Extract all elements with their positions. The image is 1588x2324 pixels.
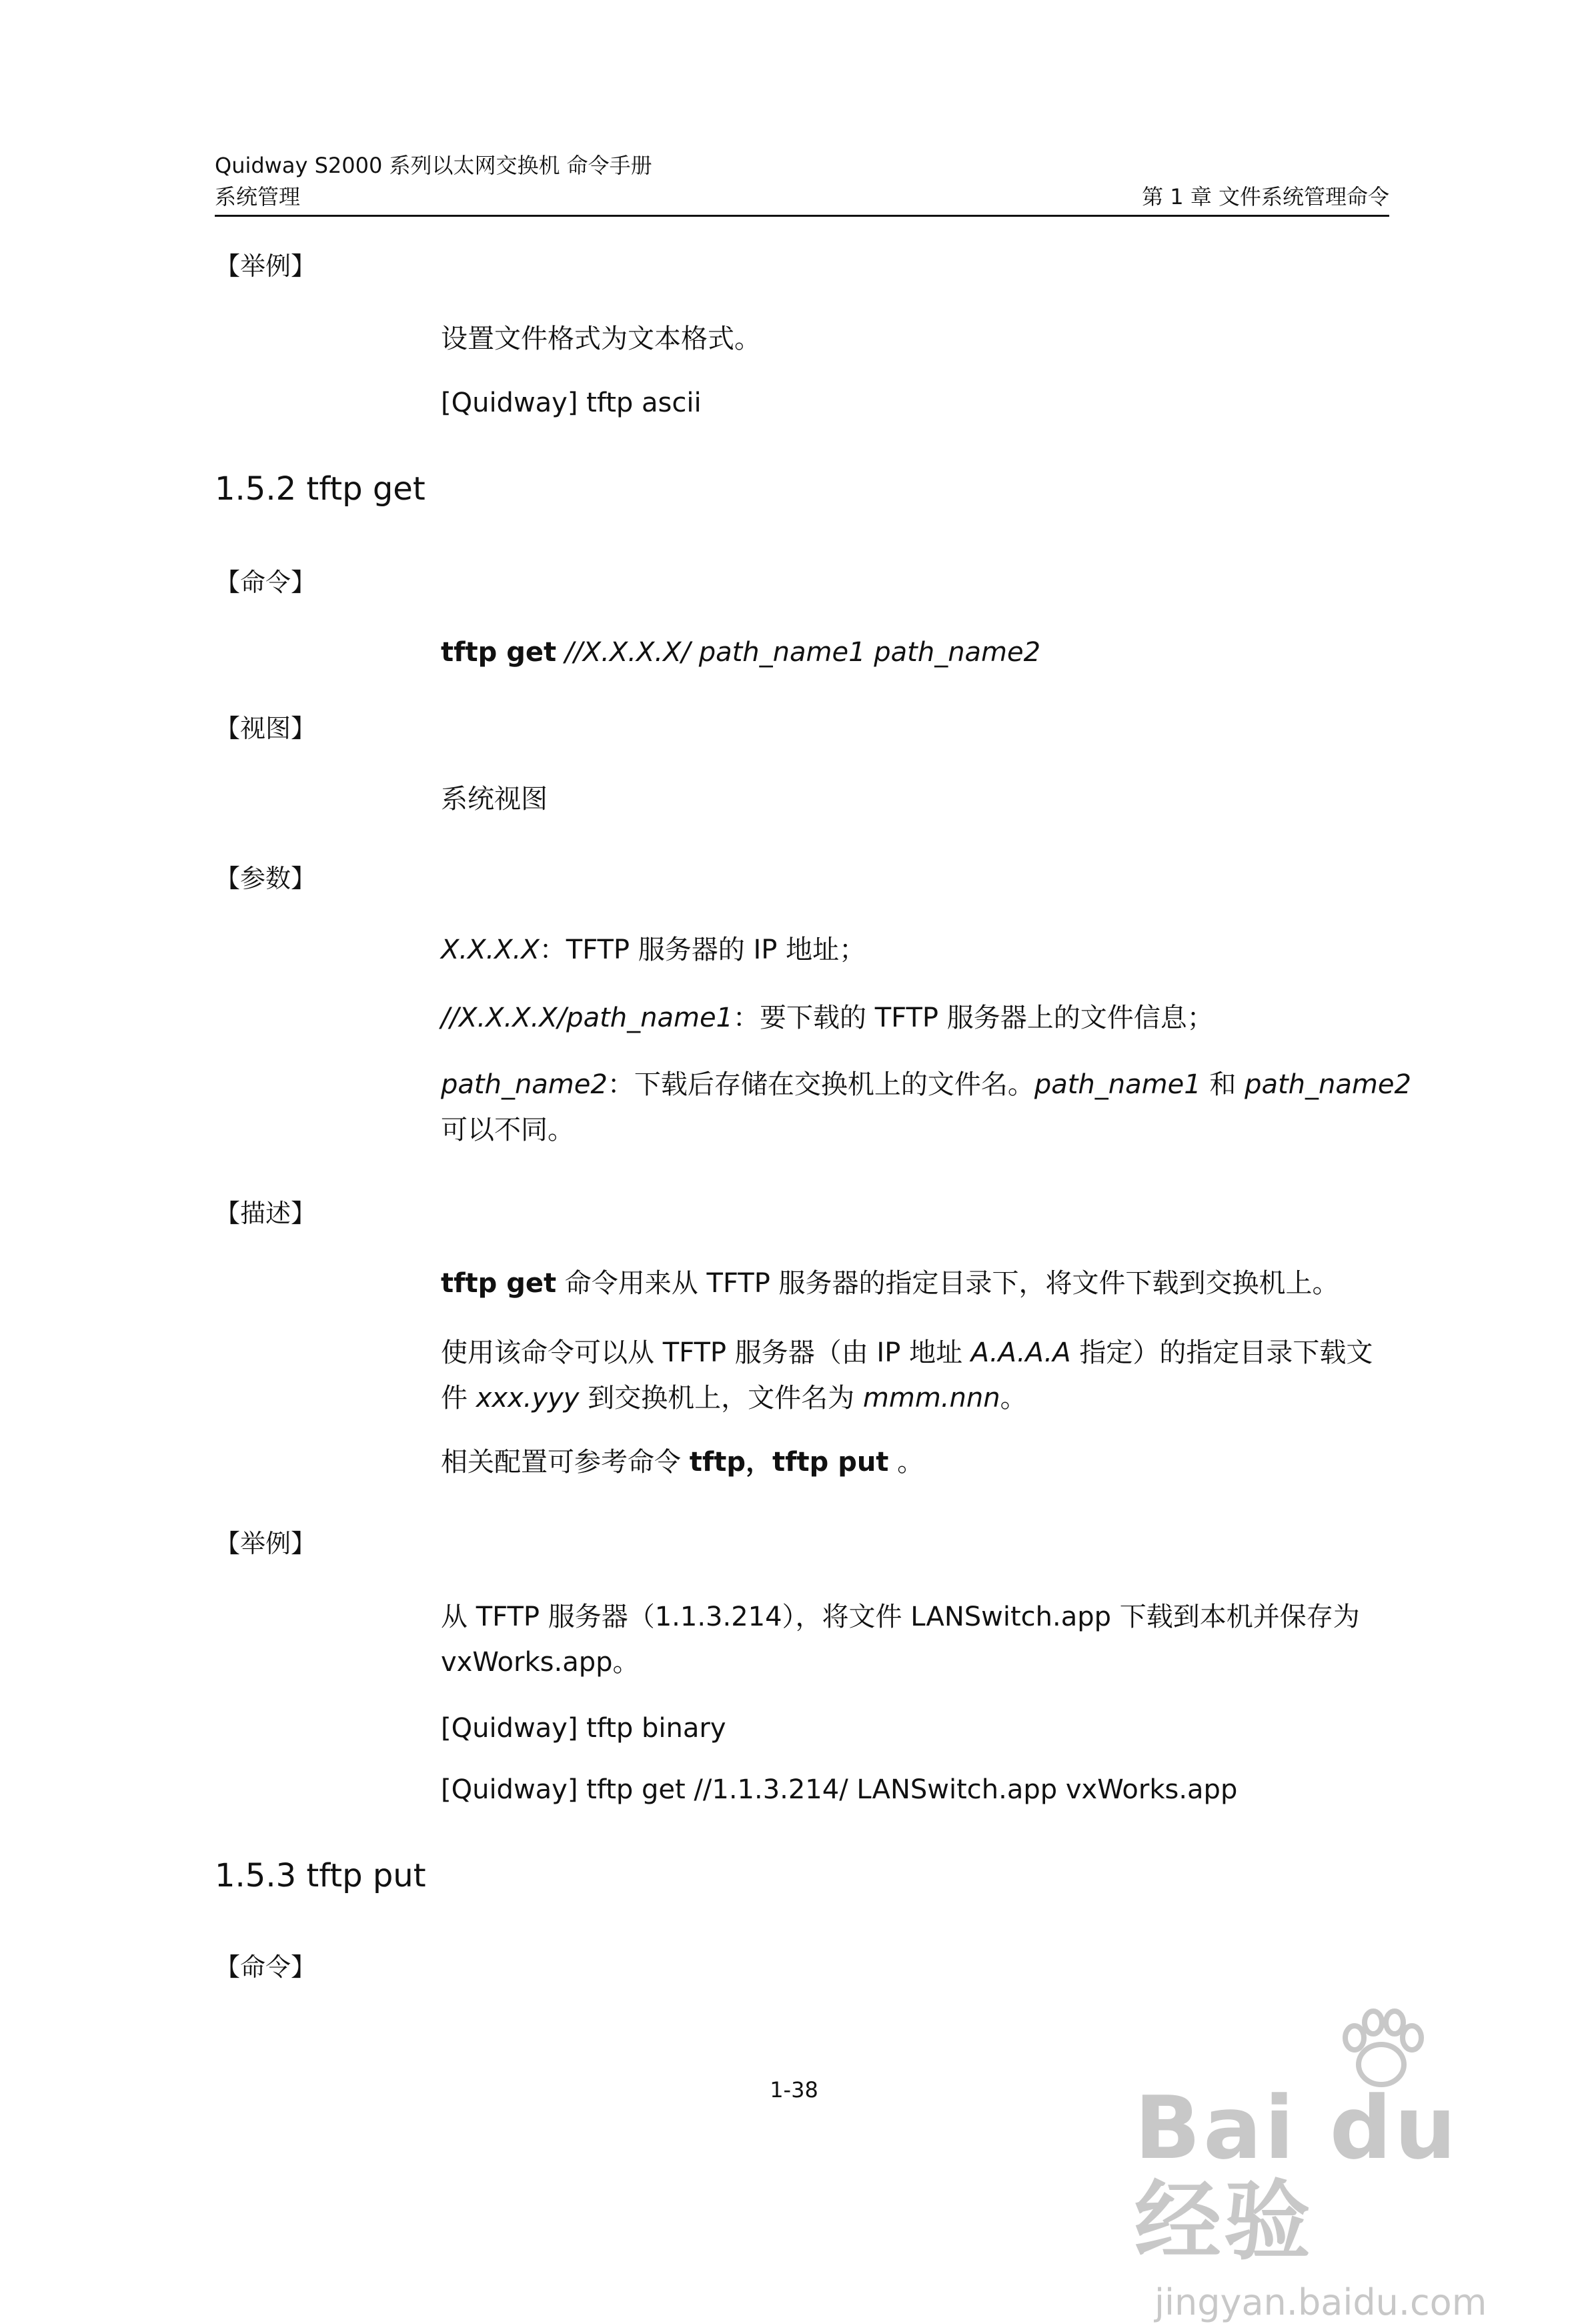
command-keyword: tftp get <box>441 637 557 668</box>
example-cmd-2: [Quidway] tftp get //1.1.3.214/ LANSwitch.app vxWorks.app <box>441 1774 1238 1805</box>
view-text: 系统视图 <box>441 784 548 814</box>
page-number: 1-38 <box>770 2077 818 2103</box>
doc-title: Quidway S2000 系列以太网交换机 命令手册 <box>215 153 652 178</box>
desc-label: 【描述】 <box>215 1199 317 1228</box>
param-desc: ：下载后存储在交换机上的文件名。 <box>607 1069 1034 1100</box>
section-title-1-5-2: 1.5.2 tftp get <box>215 470 426 508</box>
desc-file-src: xxx.yyy <box>476 1383 580 1413</box>
desc-keyword: tftp get <box>441 1268 557 1299</box>
param-item <box>441 933 866 967</box>
param-name: X.X.X.X <box>441 935 540 965</box>
doc-section: 系统管理 <box>215 184 301 209</box>
command-label: 【命令】 <box>215 568 317 597</box>
param-desc: ：要下载的 TFTP 服务器上的文件信息； <box>733 1003 1214 1033</box>
param-item <box>441 1001 1214 1035</box>
desc-file-dst: mmm.nnn <box>862 1383 1000 1413</box>
desc-text: 相关配置可参考命令 <box>441 1447 690 1478</box>
paw-icon <box>1335 2008 1428 2095</box>
param-conj: 和 <box>1201 1069 1245 1100</box>
example-label-2: 【举例】 <box>215 1529 317 1558</box>
desc-text: 到交换机上，文件名为 <box>579 1383 863 1413</box>
desc-text: 命令用来从 TFTP 服务器的指定目录下，将文件下载到交换机上。 <box>556 1268 1339 1299</box>
section-title-1-5-3: 1.5.3 tftp put <box>215 1857 426 1894</box>
param-ref: path_name2 <box>1245 1069 1411 1100</box>
desc-ip: A.A.A.A <box>970 1337 1071 1368</box>
example-cmd: [Quidway] tftp ascii <box>441 388 702 418</box>
param-ref: path_name1 <box>1034 1069 1201 1100</box>
chapter-title: 第 1 章 文件系统管理命令 <box>1142 184 1389 209</box>
watermark-url: jingyan.baidu.com <box>1154 2281 1487 2323</box>
example-desc: 设置文件格式为文本格式。 <box>441 324 761 354</box>
desc-text: 。 <box>1000 1383 1027 1413</box>
header-rule <box>215 215 1389 217</box>
related-commands: tftp，tftp put <box>689 1447 889 1478</box>
desc-text: 使用该命令可以从 TFTP 服务器（由 IP 地址 <box>441 1337 971 1368</box>
command-args: //X.X.X.X/ path_name1 path_name2 <box>564 637 1041 668</box>
example-cmd-1: [Quidway] tftp binary <box>441 1713 726 1744</box>
param-item <box>441 1067 1411 1102</box>
param-continuation: 可以不同。 <box>441 1115 574 1145</box>
params-label: 【参数】 <box>215 864 317 893</box>
desc-text: 。 <box>888 1447 924 1478</box>
param-name: //X.X.X.X/path_name1 <box>441 1003 734 1033</box>
example-label: 【举例】 <box>215 251 317 281</box>
param-name: path_name2 <box>441 1069 608 1100</box>
view-label: 【视图】 <box>215 714 317 743</box>
watermark <box>1134 2028 1508 2323</box>
desc-line-1 <box>441 1266 1339 1301</box>
desc-text: 指定）的指定目录下载文件 <box>441 1337 1373 1413</box>
watermark-brand: Bai du 经验 <box>1134 2077 1459 2272</box>
desc-paragraph-2 <box>441 1330 1395 1421</box>
command-syntax <box>441 635 1040 670</box>
command-label-2: 【命令】 <box>215 1952 317 1982</box>
desc-line-3 <box>441 1445 924 1480</box>
example-text: 从 TFTP 服务器（1.1.3.214），将文件 LANSwitch.app 下载到本机并保存为 vxWorks.app。 <box>441 1602 1360 1678</box>
param-desc: ：TFTP 服务器的 IP 地址； <box>539 935 866 965</box>
